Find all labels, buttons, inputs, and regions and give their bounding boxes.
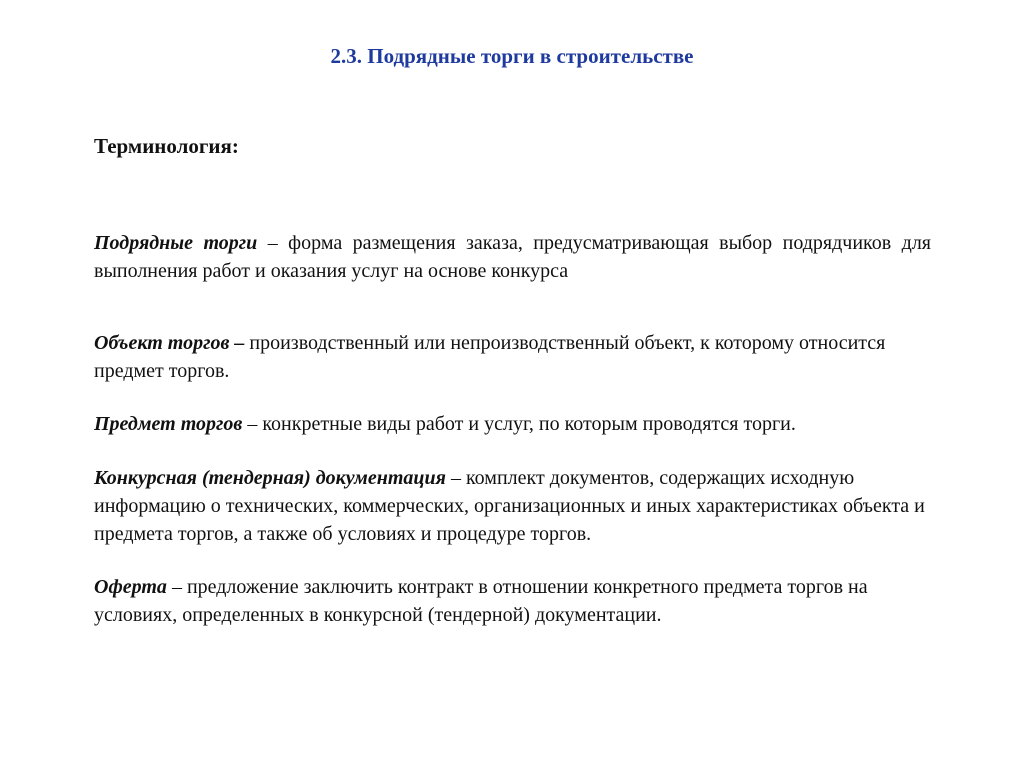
- definition-item: [94, 229, 931, 285]
- definition-term: Подрядные торги: [94, 232, 258, 254]
- definition-item: [94, 464, 930, 548]
- definition-text: – конкретные виды работ и услуг, по которым проводятся торги.: [242, 413, 796, 435]
- definition-text: – комплект документов, содержащих исходную информацию о технических, коммерческих, организационных и иных характеристиках объекта и предмета торгов, а также об условиях и процедуре торгов.: [94, 467, 925, 545]
- definition-term: Объект торгов –: [94, 332, 245, 354]
- definition-text: – предложение заключить контракт в отношении конкретного предмета торгов на условиях, определенных в конкурсной (тендерной) документации.: [94, 576, 868, 626]
- definition-item: [94, 329, 930, 385]
- definition-term: Оферта: [94, 576, 167, 598]
- definition-text: – форма размещения заказа, предусматривающая выбор подрядчиков для выполнения работ и оказания услуг на основе конкурса: [94, 232, 931, 282]
- slide-title: 2.3. Подрядные торги в строительстве: [330, 44, 694, 68]
- definition-item: [94, 573, 930, 629]
- definition-item: [94, 410, 930, 438]
- definition-text: производственный или непроизводственный объект, к которому относится предмет торгов.: [94, 332, 886, 382]
- definition-term: Конкурсная (тендерная) документация: [94, 467, 446, 489]
- definition-term: Предмет торгов: [94, 413, 243, 435]
- section-subtitle: Терминология:: [94, 134, 239, 158]
